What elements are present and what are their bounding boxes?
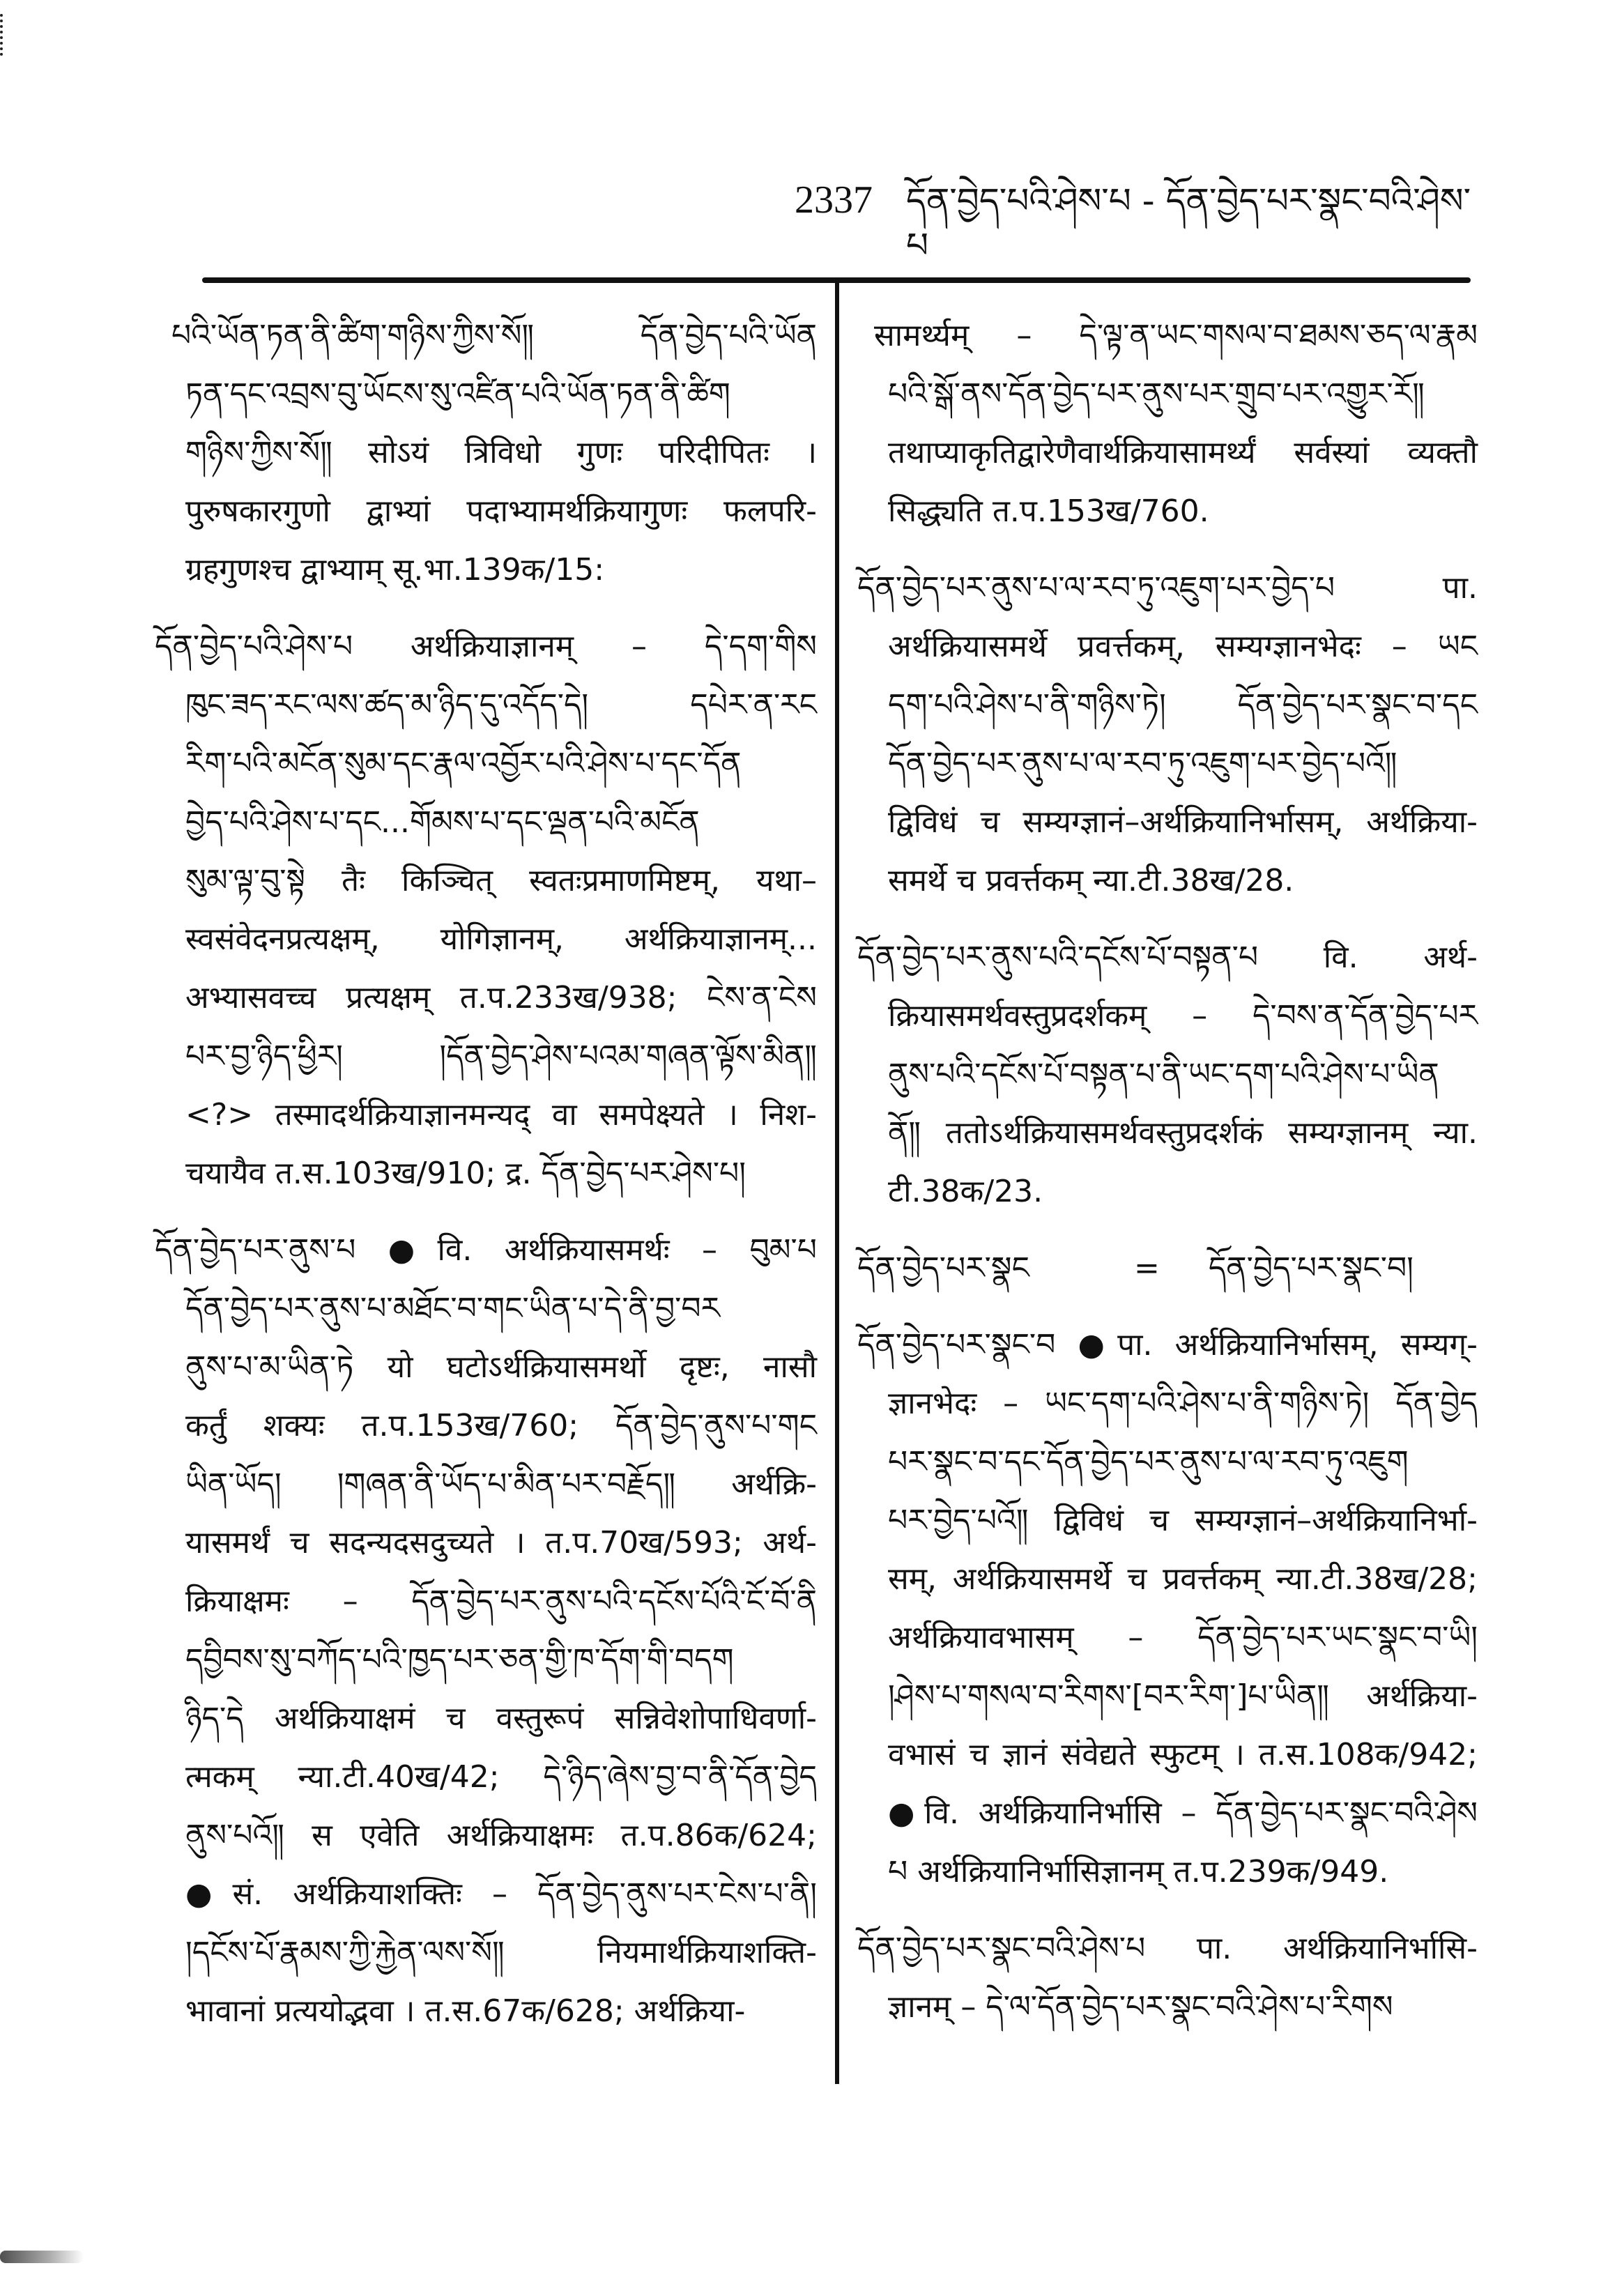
entry-text-line: भावानां प्रत्ययोद्भवा । त.स.67क/628; अर्थक्रिया- bbox=[185, 1993, 746, 2029]
entry-text-line: དབྱིབས་སུ་བཀོད་པའི་ཁྱད་པར་ཅན་གྱི་ཁ་དོག་གི་བདག bbox=[185, 1642, 734, 1678]
entry-text-line: པར་བྱེད་པའོ༎ द्विविधं च सम्यग्ज्ञानं–अर्थक्रियानिर्भा- bbox=[888, 1503, 1478, 1538]
entry-text-line: སུམ་ལྟ་བུ་སྟེ तैः किञ्चित् स्वतःप्रमाणमिष्टम्, यथा– bbox=[185, 863, 817, 898]
entry-text-line: །ཤེས་པ་གསལ་བ་རིགས་[བར་རིག་]པ་ཡིན༎ अर्थक्रिया- bbox=[888, 1678, 1478, 1714]
entry-text-line: समर्थे च प्रवर्त्तकम् न्या.टी.38ख/28. bbox=[888, 863, 1294, 898]
page-header bbox=[795, 178, 1478, 268]
entry-text-line: टी.38क/23. bbox=[888, 1174, 1043, 1209]
entry-headline: དོན་བྱེད་པར་ནུས་པ ●वि. अर्थक्रियासमर्थः – བུམ་པ bbox=[155, 1232, 817, 1268]
xref-target: དོན་བྱེད་པར་སྣང་བ། bbox=[1208, 1250, 1414, 1286]
entry-text-line: अर्थक्रियावभासम् – དོན་བྱེད་པར་ཡང་སྣང་བ་ཡི། bbox=[888, 1620, 1478, 1655]
scan-edge-marks bbox=[0, 14, 7, 56]
entry-text-line: द्विविधं च सम्यग्ज्ञानं–अर्थक्रियानिर्भासम्, अर्थक्रिया- bbox=[888, 804, 1478, 840]
entry-headline: དོན་བྱེད་པར་སྣང་བའི་ཤེས་པ पा. अर्थक्रियानिर्भासि- bbox=[857, 1931, 1478, 1966]
scan-smudge bbox=[0, 2251, 84, 2263]
entry-headline: དོན་བྱེད་པར་སྣང་བ ●पा. अर्थक्रियानिर्भासम्, सम्यग्- bbox=[857, 1327, 1478, 1363]
entry-headline: དོན་བྱེད་པར་ནུས་པ་ལ་རབ་ཏུ་འཇུག་པར་བྱེད་པ पा. bbox=[857, 570, 1478, 606]
entry-text-line: ཏན་དང་འབྲས་བུ་ཡོངས་སུ་འཛིན་པའི་ཡོན་ཏན་ནི་ཚིག bbox=[185, 376, 730, 412]
entry-text-line: ●वि. अर्थक्रियानिर्भासि – དོན་བྱེད་པར་སྣང་བའི་ཤེས bbox=[888, 1795, 1478, 1831]
cross-reference-entry bbox=[857, 1239, 1478, 1298]
entry-text-line: ཁུང་ཟད་རང་ལས་ཚད་མ་ཉིད་དུ་འདོད་དེ། དཔེར་ན་རང bbox=[185, 687, 817, 723]
entry-text-line: པའི་སྒོ་ནས་དོན་བྱེད་པར་ནུས་པར་གྲུབ་པར་འགྱུར་རོ༎ bbox=[888, 376, 1425, 412]
entry-text-line: तथाप्याकृतिद्वारेणैवार्थक्रियासामर्थ्यं सर्वस्यां व्यक्तौ bbox=[888, 435, 1478, 470]
dictionary-entry-continued bbox=[155, 307, 817, 599]
entry-text-line: ज्ञानम् – དེ་ལ་དོན་བྱེད་པར་སྣང་བའི་ཤེས་པ་རིགས bbox=[888, 1989, 1393, 2025]
entry-text-line: དག་པའི་ཤེས་པ་ནི་གཉིས་ཏེ། དོན་བྱེད་པར་སྣང་བ་དང bbox=[888, 687, 1478, 723]
entry-text-line: བྱེད་པའི་ཤེས་པ་དང...གོམས་པ་དང་ལྡན་པའི་མངོན bbox=[185, 804, 700, 840]
dictionary-entry bbox=[857, 1920, 1478, 2037]
dictionary-entry bbox=[155, 1221, 817, 2041]
entry-text-line: ●सं. अर्थक्रियाशक्तिः – དོན་བྱེད་ནུས་པར་ངེས་པ་ནི། bbox=[185, 1876, 817, 1912]
entry-text-line: त्मकम् न्या.टी.40ख/42; དེ་ཉིད་ཞེས་བྱ་བ་ནི་དོན་བྱེད bbox=[185, 1759, 817, 1795]
entry-text-line: क्रियाक्षमः – དོན་བྱེད་པར་ནུས་པའི་དངོས་པོའི་ངོ་བོ་ནི bbox=[185, 1584, 817, 1619]
dictionary-entry bbox=[857, 1316, 1478, 1901]
entry-text-line: པར་བྱ་ཉིད་ཕྱིར། །དོན་བྱེད་ཤེས་པའམ་གཞན་ལྟོས་མིན༎ bbox=[185, 1039, 817, 1074]
entry-text-line: स्वसंवेदनप्रत्यक्षम्, योगिज्ञानम्, अर्थक्रियाज्ञानम्... bbox=[185, 921, 817, 957]
entry-text-line: सामर्थ्यम् – དེ་ལྟ་ན་ཡང་གསལ་བ་ཐམས་ཅད་ལ་རྣམ bbox=[874, 318, 1478, 353]
entry-text-line: །དངོས་པོ་རྣམས་ཀྱི་རྐྱེན་ལས་སོ༎ नियमार्थक्रियाशक्ति- bbox=[185, 1935, 817, 1970]
entry-text-line: क्रियासमर्थवस्तुप्रदर्शकम् – དེ་བས་ན་དོན་བྱེད་པར bbox=[888, 998, 1478, 1034]
entry-text-line: རིག་པའི་མངོན་སུམ་དང་རྣལ་འབྱོར་པའི་ཤེས་པ་དང་དོན bbox=[185, 746, 742, 781]
entry-text-line: གཉིས་ཀྱིས་སོ༎ सोऽयं त्रिविधो गुणः परिदीपितः । bbox=[185, 435, 817, 470]
entry-text-line: कर्तुं शक्यः त.प.153ख/760; དོན་བྱེད་ནུས་པ་གང bbox=[185, 1408, 817, 1443]
xref-term: དོན་བྱེད་པར་སྣང bbox=[857, 1250, 1029, 1286]
entry-headline: དོན་བྱེད་པའི་ཤེས་པ अर्थक्रियाज्ञानम् – དེ་དག་གིས bbox=[155, 629, 817, 664]
guide-words: དོན་བྱེད་པའི་ཤེས་པ - དོན་བྱེད་པར་སྣང་བའི་ཤེས་པ bbox=[906, 181, 1471, 266]
entry-text-line: ཡིན་ཡོད། །གཞན་ནི་ཡོད་པ་མིན་པར་བརྗོད༎ अर्थक्रि- bbox=[185, 1466, 817, 1502]
entry-text-line: ནོ༎ ततोऽर्थक्रियासमर्थवस्तुप्रदर्शकं सम्यग्ज्ञानम् न्या. bbox=[888, 1115, 1478, 1151]
column-divider bbox=[835, 279, 839, 2084]
entry-text-line: པ अर्थक्रियानिर्भासिज्ञानम् त.प.239क/949. bbox=[888, 1854, 1389, 1890]
dictionary-entry-continued bbox=[857, 307, 1478, 541]
entry-text-line: ज्ञानभेदः – ཡང་དག་པའི་ཤེས་པ་ནི་གཉིས་ཏེ། དོན་བྱེད bbox=[888, 1386, 1478, 1421]
entry-text-line: <?> तस्मादर्थक्रियाज्ञानमन्यद् वा समपेक्ष्यते । निश- bbox=[185, 1097, 817, 1133]
entry-text-line: ཉིད་དེ अर्थक्रियाक्षमं च वस्तुरूपं सन्निवेशोपाधिवर्णा- bbox=[185, 1701, 817, 1736]
entry-text-line: ནུས་པ་མ་ཡིན་ཏེ यो घटोऽर्थक्रियासमर्थो दृष्टः, नासौ bbox=[185, 1349, 817, 1385]
entry-text-line: ནུས་པའི་དངོས་པོ་བསྟན་པ་ནི་ཡང་དག་པའི་ཤེས་པ་ཡིན bbox=[888, 1057, 1439, 1092]
entry-text-line: चयायैव त.स.103ख/910; द्र. དོན་བྱེད་པར་ཤེས་པ། bbox=[185, 1156, 746, 1191]
xref-equals-sign: = bbox=[1133, 1250, 1160, 1286]
entry-text-line: པར་སྣང་བ་དང་དོན་བྱེད་པར་ནུས་པ་ལ་རབ་ཏུ་འཇུག bbox=[888, 1444, 1409, 1480]
page-number: 2337 bbox=[795, 178, 873, 222]
entry-text-line: सिद्ध्यति त.प.153ख/760. bbox=[888, 493, 1209, 529]
entry-text-line: དོན་བྱེད་པར་ནུས་པ་མཐོང་བ་གང་ཡིན་པ་དེ་ནི་བྱ་བར bbox=[185, 1291, 721, 1326]
entry-text-line: དོན་བྱེད་པར་ནུས་པ་ལ་རབ་ཏུ་འཇུག་པར་བྱེད་པའོ༎ bbox=[888, 746, 1397, 781]
entry-text-line: ནུས་པའོ༎ स एवेति अर्थक्रियाक्षमः त.प.86क/624; bbox=[185, 1818, 817, 1853]
entry-headline: དོན་བྱེད་པར་ནུས་པའི་དངོས་པོ་བསྟན་པ वि. अर्थ- bbox=[857, 940, 1478, 975]
dictionary-entry bbox=[857, 559, 1478, 910]
entry-text-line: པའི་ཡོན་ཏན་ནི་ཚིག་གཉིས་ཀྱིས་སོ༎ དོན་བྱེད་པའི་ཡོན bbox=[171, 318, 817, 353]
entry-text-line: अर्थक्रियासमर्थे प्रवर्त्तकम्, सम्यग्ज्ञानभेदः – ཡང bbox=[888, 629, 1478, 664]
dictionary-entry bbox=[857, 928, 1478, 1221]
left-column bbox=[155, 307, 817, 2059]
entry-text-line: सम्, अर्थक्रियासमर्थे च प्रवर्त्तकम् न्या.टी.38ख/28; bbox=[888, 1561, 1478, 1597]
entry-text-line: यासमर्थं च सदन्यदसदुच्यते । त.प.70ख/593; अर्थ- bbox=[185, 1525, 817, 1561]
entry-text-line: ग्रहगुणश्च द्वाभ्याम् सू.भा.139क/15: bbox=[185, 552, 605, 588]
entry-text-line: अभ्यासवच्च प्रत्यक्षम् त.प.233ख/938; ངེས་ན་ངེས bbox=[185, 980, 817, 1016]
right-column bbox=[857, 307, 1478, 2055]
dictionary-entry bbox=[155, 618, 817, 1203]
entry-text-line: पुरुषकारगुणो द्वाभ्यां पदाभ्यामर्थक्रियागुणः फलपरि- bbox=[185, 493, 817, 529]
entry-text-line: वभासं च ज्ञानं संवेद्यते स्फुटम् । त.स.108क/942; bbox=[888, 1737, 1478, 1772]
